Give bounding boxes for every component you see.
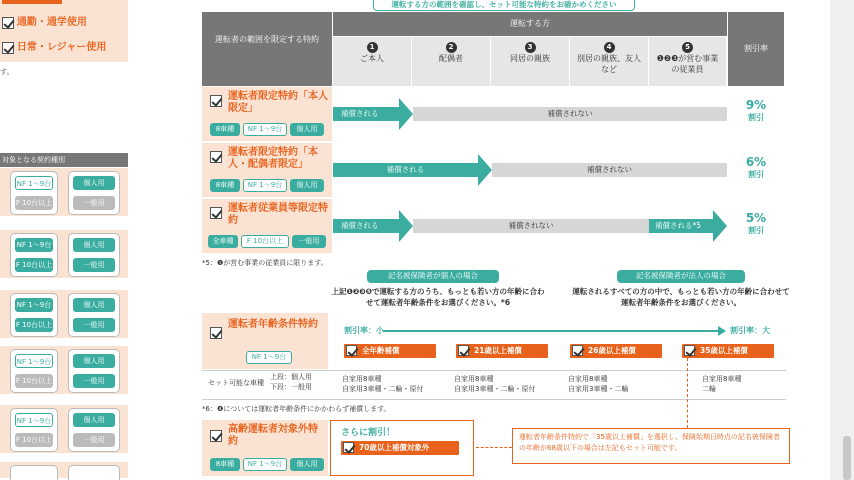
nf-pill: NF 1〜9台	[15, 298, 53, 312]
contract-tile-nf	[10, 349, 58, 393]
age-option-21[interactable]: 21歳以上補償	[456, 344, 548, 358]
col-1-num: 1	[367, 42, 378, 53]
left-row-3	[0, 290, 128, 340]
row-1-tag-1: 8車種	[210, 123, 240, 136]
age-option-26-checkbox[interactable]	[572, 345, 583, 356]
row-2-tag-3: 個人用	[290, 179, 324, 192]
senior-option[interactable]: 70歳以上補償対象外	[341, 441, 459, 455]
left-row-4	[0, 346, 128, 396]
rate-arrow-line	[383, 330, 723, 332]
personal-pill: 個人用	[73, 354, 115, 368]
f-pill: F 10台以上	[15, 433, 53, 447]
scrollbar-thumb[interactable]	[843, 436, 851, 480]
contract-tile-nf	[10, 408, 58, 452]
usage-card-top	[2, 0, 62, 4]
col-3: 3 同居の親族	[491, 37, 570, 86]
senior-connector-v	[687, 358, 688, 428]
row-3-label	[202, 199, 332, 253]
row-1-rate: 9% 割引	[745, 98, 767, 122]
commute-checkbox[interactable]	[2, 17, 14, 29]
age-checkbox[interactable]	[210, 327, 222, 339]
senior-connector	[476, 447, 512, 448]
row-1-tag-2: NF 1〜9台	[243, 123, 287, 136]
age-tag: NF 1〜9台	[246, 351, 292, 364]
row-1-label	[202, 87, 332, 141]
age-option-21-checkbox[interactable]	[458, 345, 469, 356]
col-4-num: 4	[604, 42, 615, 53]
divider-2	[202, 399, 786, 400]
row-3-tag-2: F 10台以上	[241, 235, 289, 248]
row-1-covered-bar: 補償される	[333, 107, 399, 121]
col-2: 2 配偶者	[412, 37, 491, 86]
row-2-rate: 6% 割引	[745, 155, 767, 179]
row-2-covered-bar: 補償される	[333, 163, 478, 177]
row-2-not-covered-bar: 補償されない	[492, 163, 727, 177]
left-panel	[0, 0, 200, 480]
row-2-checkbox[interactable]	[210, 151, 222, 163]
f-pill: F 10台以上	[15, 258, 53, 272]
row-3-covered-bar-2: 補償される*5	[649, 219, 713, 233]
individual-callout: 記名被保険者が個人の場合	[367, 270, 499, 283]
main-panel	[200, 0, 808, 480]
age-option-35[interactable]: 35歳以上補償	[682, 344, 774, 358]
left-row-2	[0, 230, 128, 280]
f-pill: F 10台以上	[15, 196, 53, 210]
row-2-tag-1: 8車種	[210, 179, 240, 192]
contract-tile-nf	[10, 171, 58, 215]
rate-header: 割引率	[728, 12, 784, 86]
nf-pill: NF 1〜9台	[15, 413, 53, 427]
personal-pill: 個人用	[73, 238, 115, 252]
note-6: *6：❹については運転者年齢条件にかかわらず補償します。	[202, 405, 391, 413]
corporate-text: 運転されるすべての方の中で、もっとも若い方の年齢に合わせて運転者年齢条件をお選びください。	[572, 287, 790, 307]
col-5: 5 ❶❷❸が営む事業の従業員	[649, 37, 727, 86]
senior-more: さらに割引！	[341, 428, 396, 438]
left-row-5	[0, 405, 128, 455]
left-row-6	[0, 462, 128, 480]
driver-header: 運転する方	[333, 12, 727, 36]
scope-header: 運転者の範囲を限定する特約	[202, 12, 332, 86]
row-2-arrow-head	[478, 154, 492, 186]
personal-pill: 個人用	[73, 413, 115, 427]
f-pill: F 10台以上	[15, 318, 53, 332]
set-values-4: 自家用8車種 二輪	[702, 375, 742, 393]
contract-tile-nf-f	[10, 233, 58, 277]
individual-text: 上記❶❷❸❺で運転する方のうち、もっとも若い方の年齢に合わせて運転者年齢条件をお選びください。*6	[331, 287, 545, 307]
general-pill: 一般用	[73, 433, 115, 447]
divider	[202, 370, 786, 371]
usage-tile	[68, 293, 120, 337]
general-pill: 一般用	[73, 318, 115, 332]
col-1: 1 ご本人	[333, 37, 412, 86]
row-3-rate: 5% 割引	[745, 211, 767, 235]
nf-pill: NF 1〜9台	[15, 354, 53, 368]
usage-tile	[68, 233, 120, 277]
rate-arrow-head	[718, 326, 726, 336]
general-pill: 一般用	[73, 258, 115, 272]
row-3-checkbox[interactable]	[210, 207, 222, 219]
rate-large: 割引率：大	[730, 326, 770, 335]
leisure-label: 日常・レジャー使用	[16, 42, 107, 53]
age-option-all-checkbox[interactable]	[346, 345, 357, 356]
senior-box	[330, 420, 474, 476]
col-4: 4 別居の親族、友人など	[570, 37, 649, 86]
row-3-arrow-head-2	[713, 210, 727, 242]
general-pill: 一般用	[73, 196, 115, 210]
usage-tile	[68, 465, 120, 480]
row-3-not-covered-bar: 補償されない	[413, 219, 649, 233]
senior-tag-2: NF 1〜9台	[243, 458, 287, 471]
nf-pill: NF 1〜9台	[15, 176, 53, 190]
row-1-checkbox[interactable]	[210, 95, 222, 107]
age-title: 運転者年齢条件特約	[228, 319, 318, 330]
nf-pill: NF 1〜9台	[15, 238, 53, 252]
commute-row	[2, 13, 87, 29]
contract-tile-nf-f	[10, 293, 58, 337]
rate-small: 割引率：小	[344, 326, 384, 335]
scrollbar-track[interactable]	[830, 0, 854, 480]
senior-label	[202, 420, 328, 476]
leisure-row	[2, 38, 106, 54]
senior-checkbox[interactable]	[210, 430, 222, 442]
row-3-title: 運転者従業員等限定特約	[228, 203, 328, 226]
senior-tag-1: 8車種	[210, 458, 240, 471]
senior-tag-3: 個人用	[290, 458, 324, 471]
set-legend: 上段：個人用 下段：一般用	[270, 373, 312, 391]
row-1-arrow-head	[399, 98, 413, 130]
row-1-not-covered-bar: 補償されない	[413, 107, 727, 121]
leisure-checkbox[interactable]	[2, 42, 14, 54]
senior-title: 高齢運転者対象外特約	[228, 424, 318, 447]
age-option-26[interactable]: 26歳以上補償	[570, 344, 662, 358]
set-label: セット可能な車種	[208, 379, 264, 387]
col-2-num: 2	[446, 42, 457, 53]
row-2-title: 運転者限定特約「本人・配偶者限定」	[228, 147, 318, 170]
usage-tile	[68, 349, 120, 393]
age-option-35-checkbox[interactable]	[684, 345, 695, 356]
usage-tile	[68, 171, 120, 215]
contract-tile	[10, 465, 58, 480]
age-option-all[interactable]: 全年齢補償	[344, 344, 436, 358]
row-1-tag-3: 個人用	[290, 123, 324, 136]
note-5: *5：❶が営む事業の従業員に限ります。	[202, 259, 328, 267]
usage-tile	[68, 408, 120, 452]
row-2-tag-2: NF 1〜9台	[243, 179, 287, 192]
corporate-callout: 記名被保険者が法人の場合	[617, 270, 745, 283]
set-values-3: 自家用8車種 自家用3車種・二輪	[568, 375, 629, 393]
senior-option-checkbox[interactable]	[343, 442, 354, 453]
left-row-1	[0, 168, 128, 218]
set-values-2: 自家用8車種 自家用3車種・二輪・原付	[454, 375, 536, 393]
left-table-header: 対象となる契約種別	[0, 153, 128, 167]
usage-note: す。	[0, 68, 14, 76]
personal-pill: 個人用	[73, 298, 115, 312]
row-2-label	[202, 143, 332, 197]
col-5-num: 5	[682, 42, 693, 53]
senior-note: 運転者年齢条件特約で「35歳以上補償」を選択し、保険始期日時点の記名被保険者の年齢が68歳以下の場合は左記もセット可能です。	[512, 428, 790, 464]
f-pill: F 10台以上	[15, 374, 53, 388]
usage-card	[0, 0, 128, 62]
row-3-arrow-head	[399, 210, 413, 242]
row-3-covered-bar: 補償される	[333, 219, 399, 233]
row-1-title: 運転者限定特約「本人限定」	[228, 91, 328, 114]
col-3-num: 3	[525, 42, 536, 53]
personal-pill: 個人用	[73, 176, 115, 190]
top-banner: 運転する方の範囲を確認し、セット可能な特約をお確かめください	[373, 0, 635, 11]
age-label	[202, 313, 328, 369]
gutter	[808, 0, 830, 480]
general-pill: 一般用	[73, 374, 115, 388]
row-3-tag-3: 一般用	[292, 235, 326, 248]
commute-label: 通勤・通学使用	[16, 17, 87, 28]
row-3-tag-1: 全車種	[208, 235, 238, 248]
set-values-1: 自家用8車種 自家用3車種・二輪・原付	[342, 375, 424, 393]
